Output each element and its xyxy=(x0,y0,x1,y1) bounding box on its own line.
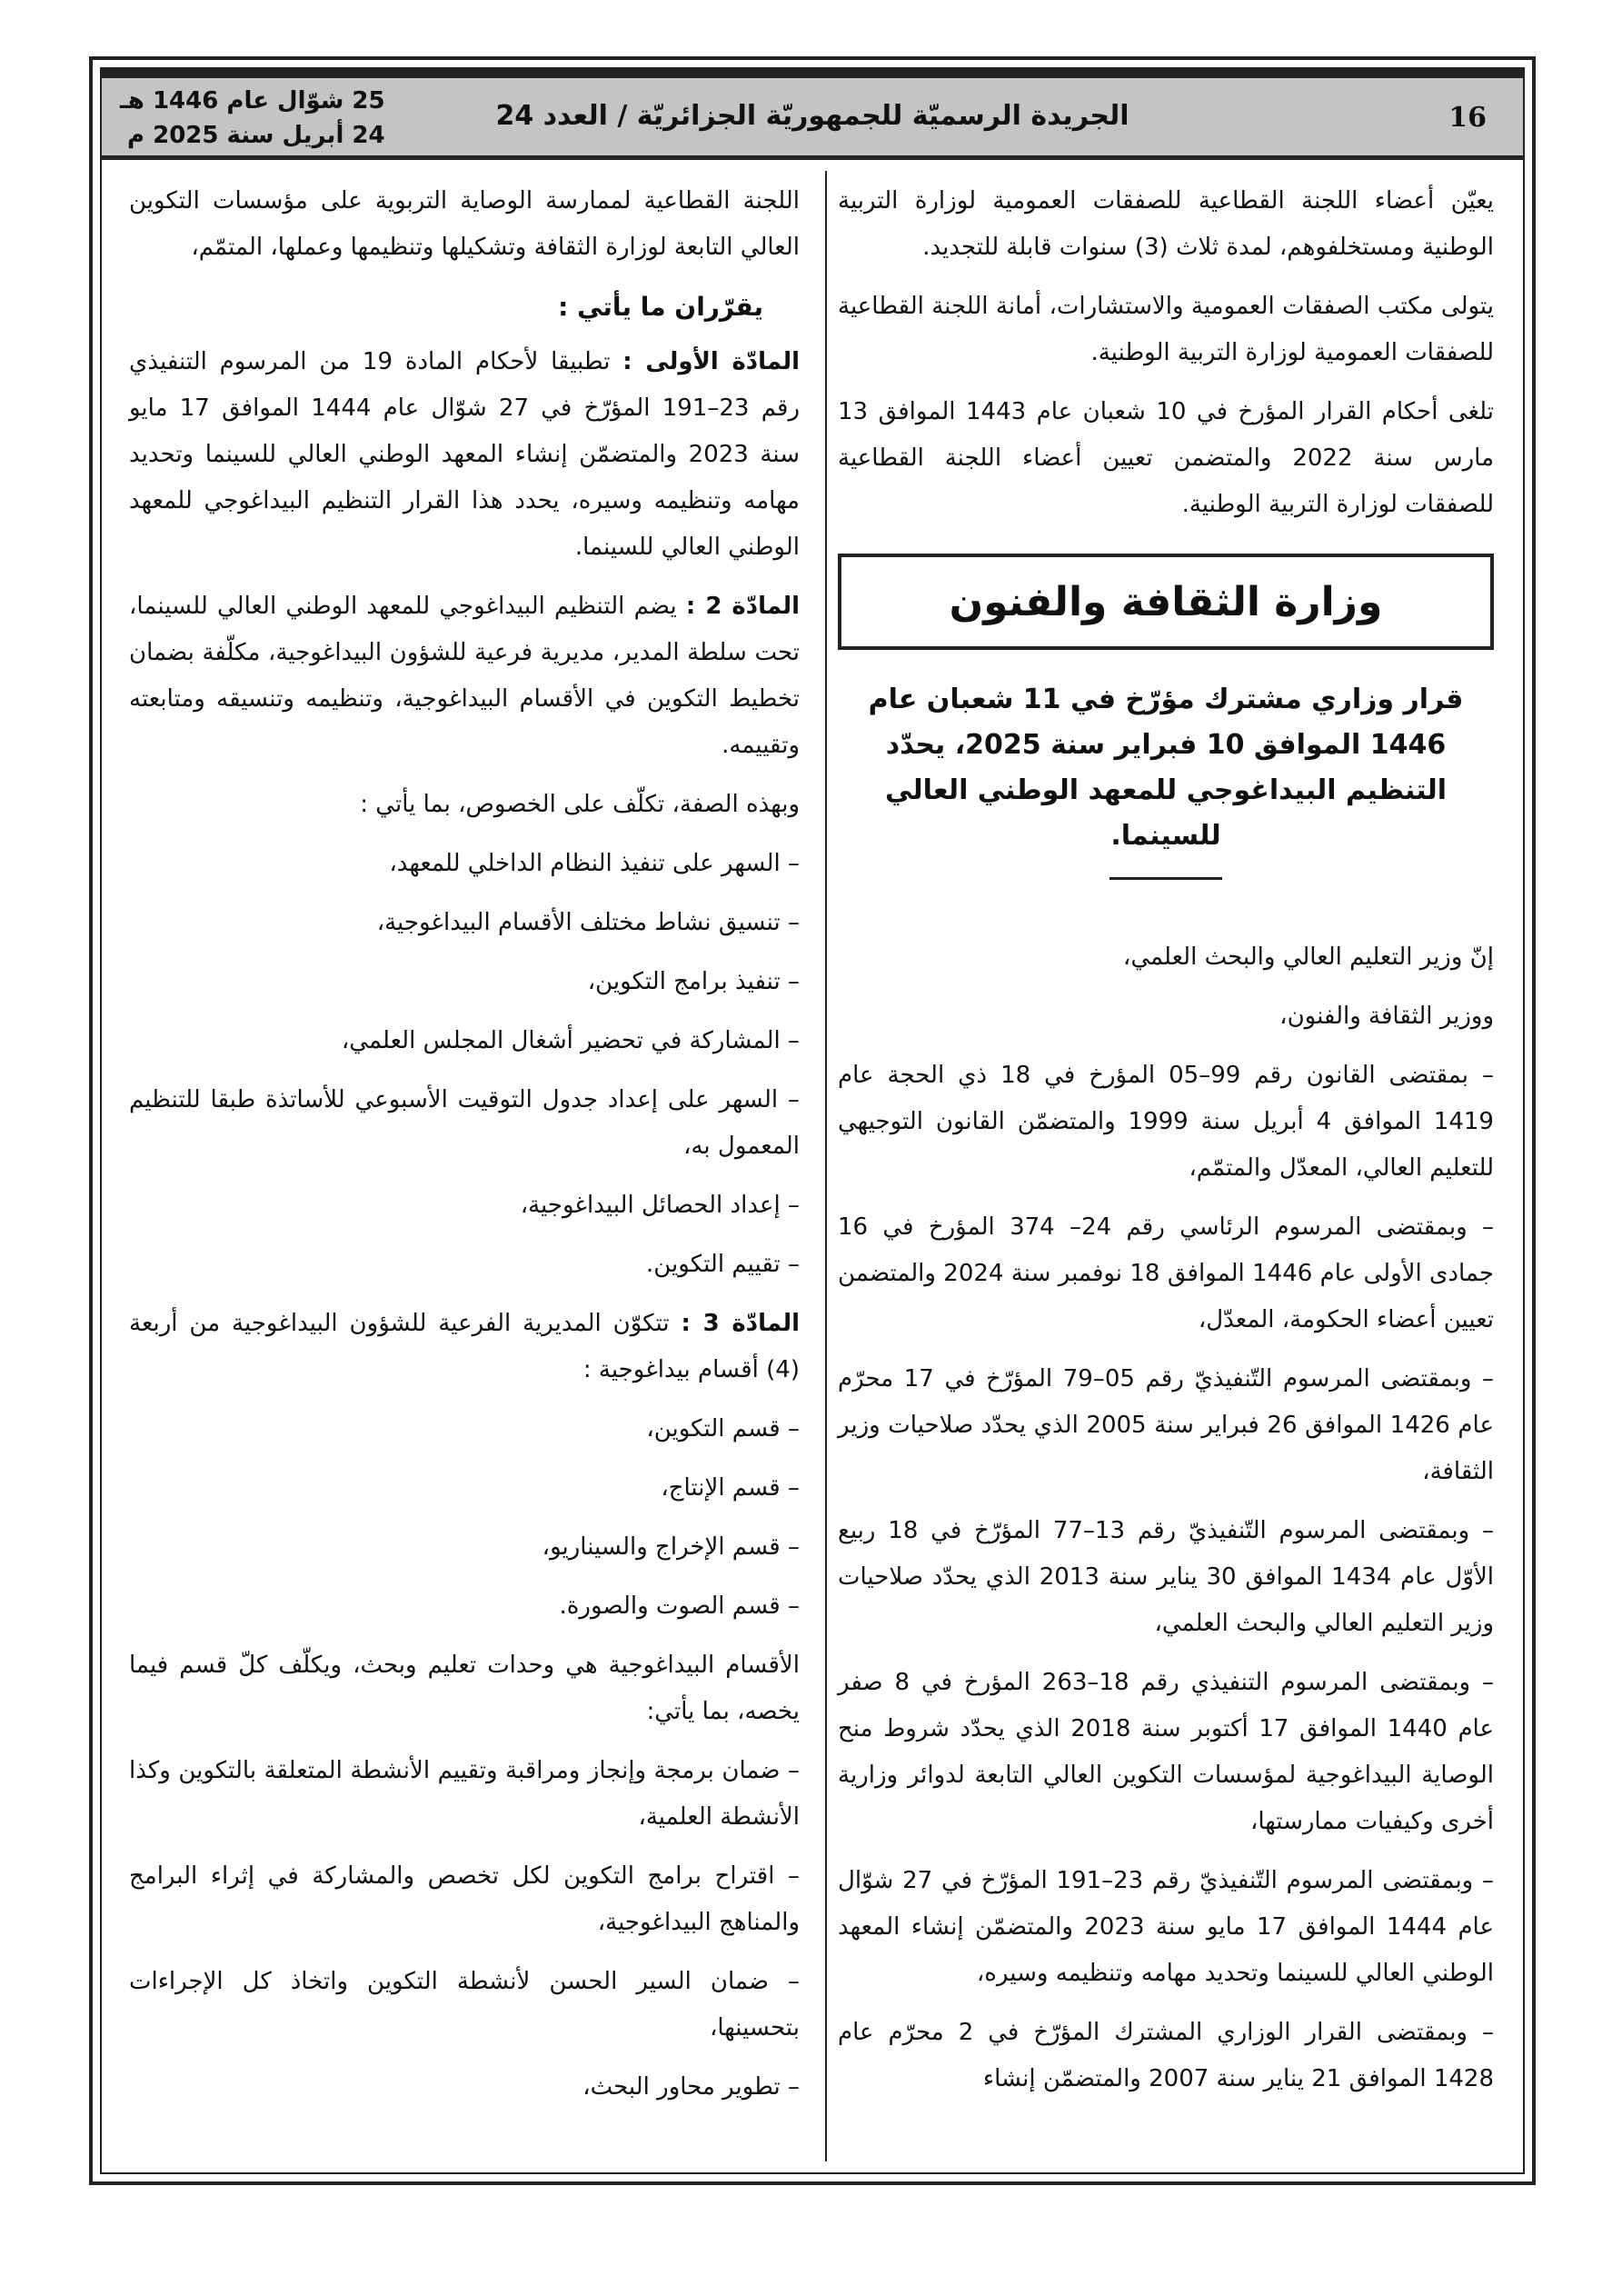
article-label: المادّة الأولى : xyxy=(622,348,801,375)
left-column xyxy=(129,178,800,2123)
list-item: – السهر على تنفيذ النظام الداخلي للمعهد، xyxy=(389,850,800,877)
list-item: – السهر على إعداد جدول التوقيت الأسبوعي للأساتذة طبقا للتنظيم المعمول به، xyxy=(129,1086,800,1160)
article-2 xyxy=(129,584,800,769)
column-divider xyxy=(825,171,827,2161)
paragraph: وبهذه الصفة، تكلّف على الخصوص، بما يأتي : xyxy=(360,791,800,818)
separator-rule xyxy=(1110,877,1222,880)
page-frame xyxy=(89,56,1536,2185)
right-column xyxy=(838,178,1494,2115)
paragraph: يتولى مكتب الصفقات العمومية والاستشارات، أمانة اللجنة القطاعية للصفقات العمومية لوزارة التربية الوطنية. xyxy=(838,293,1494,366)
gazette-title: الجريدة الرسميّة للجمهوريّة الجزائريّة / العدد 24 xyxy=(495,100,1129,132)
paragraph: – بمقتضى القانون رقم 99–05 المؤرخ في 18 ذي الحجة عام 1419 الموافق 4 أبريل سنة 1999 والمتضمّن القانون التوجيهي للتعليم العالي، المعدّل والمتمّم، xyxy=(838,1062,1494,1182)
paragraph: – وبمقتضى المرسوم التّنفيذيّ رقم 13–77 المؤرّخ في 18 ربيع الأوّل عام 1434 الموافق 30 يناير سنة 2013 الذي يحدّد صلاحيات وزير التعليم العالي والبحث العلمي، xyxy=(838,1517,1495,1637)
list-item: – ضمان برمجة وإنجاز ومراقبة وتقييم الأنشطة المتعلقة بالتكوين وكذا الأنشطة العلمية، xyxy=(129,1757,800,1831)
paragraph: – وبمقتضى المرسوم الرئاسي رقم 24– 374 المؤرخ في 16 جمادى الأولى عام 1446 الموافق 18 نوفمبر سنة 2024 والمتضمن تعيين أعضاء الحكومة، المعدّل، xyxy=(838,1213,1495,1333)
list-item: – قسم التكوين، xyxy=(646,1415,800,1442)
article-3 xyxy=(129,1301,800,1393)
paragraph: – وبمقتضى القرار الوزاري المشترك المؤرّخ في 2 محرّم عام 1428 الموافق 21 يناير سنة 2007 والمتضمّن إنشاء xyxy=(838,2019,1494,2092)
paragraph: – وبمقتضى المرسوم التنفيذي رقم 18–263 المؤرخ في 8 صفر عام 1440 الموافق 17 أكتوبر سنة 2018 الذي يحدّد شروط منح الوصاية البيداغوجية لمؤسسات التكوين العالي التابعة لدوائر وزارية أخرى وكيفيات ممارستها، xyxy=(838,1669,1495,1835)
list-item: – تطوير محاور البحث، xyxy=(582,2073,800,2101)
list-item: – تقييم التكوين. xyxy=(646,1251,800,1278)
article-text: يضم التنظيم البيداغوجي للمعهد الوطني العالي للسينما، تحت سلطة المدير، مديرية فرعية للشؤون البيداغوجية، مكلّفة بضمان تخطيط التكوين في الأقسام البيداغوجية، وتنظيمه وتنسيقه ومتابعته وتقييمه. xyxy=(129,593,800,759)
page-number: 16 xyxy=(1448,102,1487,134)
paragraph: ووزير الثقافة والفنون، xyxy=(1279,1003,1494,1030)
list-item: – قسم الإخراج والسيناريو، xyxy=(542,1533,800,1561)
article-text: تتكوّن المديرية الفرعية للشؤون البيداغوجية من أربعة (4) أقسام بيداغوجية : xyxy=(129,1310,800,1383)
date-gregorian: 24 أبريل سنة 2025 م xyxy=(127,122,385,149)
decide-heading: يقرّران ما يأتي : xyxy=(558,292,763,322)
article-text: تطبيقا لأحكام المادة 19 من المرسوم التنفيذي رقم 23–191 المؤرّخ في 27 شوّال عام 1444 الموافق 17 مايو سنة 2023 والمتضمّن إنشاء المعهد الوطني العالي للسينما وتحديد مهامه وتنظيمه وسيره، يحدد هذا القرار التنظيم البيداغوجي للمعهد الوطني العالي للسينما. xyxy=(129,348,800,561)
list-item: – تنفيذ برامج التكوين، xyxy=(587,968,800,995)
list-item: – قسم الصوت والصورة. xyxy=(559,1592,800,1620)
paragraph: – وبمقتضى المرسوم التّنفيذيّ رقم 05–79 المؤرّخ في 17 محرّم عام 1426 الموافق 26 فبراير سنة 2005 الذي يحدّد صلاحيات وزير الثقافة، xyxy=(838,1365,1494,1485)
page-inner-border xyxy=(100,67,1525,2174)
ministry-heading: وزارة الثقافة والفنون xyxy=(838,554,1494,650)
paragraph: يعيّن أعضاء اللجنة القطاعية للصفقات العمومية لوزارة التربية الوطنية ومستخلفوهم، لمدة ثلاث (3) سنوات قابلة للتجديد. xyxy=(838,187,1494,261)
list-item: – تنسيق نشاط مختلف الأقسام البيداغوجية، xyxy=(376,909,800,936)
paragraph: الأقسام البيداغوجية هي وحدات تعليم وبحث، ويكلّف كلّ قسم فيما يخصه، بما يأتي: xyxy=(129,1652,800,1725)
issue-date xyxy=(120,84,385,153)
paragraph: اللجنة القطاعية لممارسة الوصاية التربوية على مؤسسات التكوين العالي التابعة لوزارة الثقافة وتشكيلها وتنظيمها وعملها، المتمّم، xyxy=(129,187,800,261)
date-hijri: 25 شوّال عام 1446 هـ xyxy=(120,87,385,115)
page-header xyxy=(102,69,1523,160)
article-1 xyxy=(129,339,800,571)
list-item: – ضمان السير الحسن لأنشطة التكوين واتخاذ كل الإجراءات بتحسينها، xyxy=(129,1968,800,2041)
article-label: المادّة 2 : xyxy=(685,593,800,620)
list-item: – قسم الإنتاج، xyxy=(661,1474,800,1502)
list-item: – المشاركة في تحضير أشغال المجلس العلمي، xyxy=(341,1027,800,1054)
decree-title: قرار وزاري مشترك مؤرّخ في 11 شعبان عام 1446 الموافق 10 فبراير سنة 2025، يحدّد التنظيم البيداغوجي للمعهد الوطني العالي للسينما. xyxy=(868,684,1464,852)
paragraph: تلغى أحكام القرار المؤرخ في 10 شعبان عام 1443 الموافق 13 مارس سنة 2022 والمتضمن تعيين أعضاء اللجنة القطاعية للصفقات لوزارة التربية الوطنية. xyxy=(838,398,1494,518)
paragraph: إنّ وزير التعليم العالي والبحث العلمي، xyxy=(1122,943,1494,971)
list-item: – اقتراح برامج التكوين لكل تخصص والمشاركة في إثراء البرامج والمناهج البيداغوجية، xyxy=(129,1862,800,1936)
list-item: – إعداد الحصائل البيداغوجية، xyxy=(520,1192,800,1219)
article-label: المادّة 3 : xyxy=(681,1310,800,1337)
paragraph: – وبمقتضى المرسوم التّنفيذيّ رقم 23–191 المؤرّخ في 27 شوّال عام 1444 الموافق 17 مايو سنة 2023 والمتضمّن إنشاء المعهد الوطني العالي للسينما وتحديد مهامه وتنظيمه وسيره، xyxy=(838,1867,1494,1987)
